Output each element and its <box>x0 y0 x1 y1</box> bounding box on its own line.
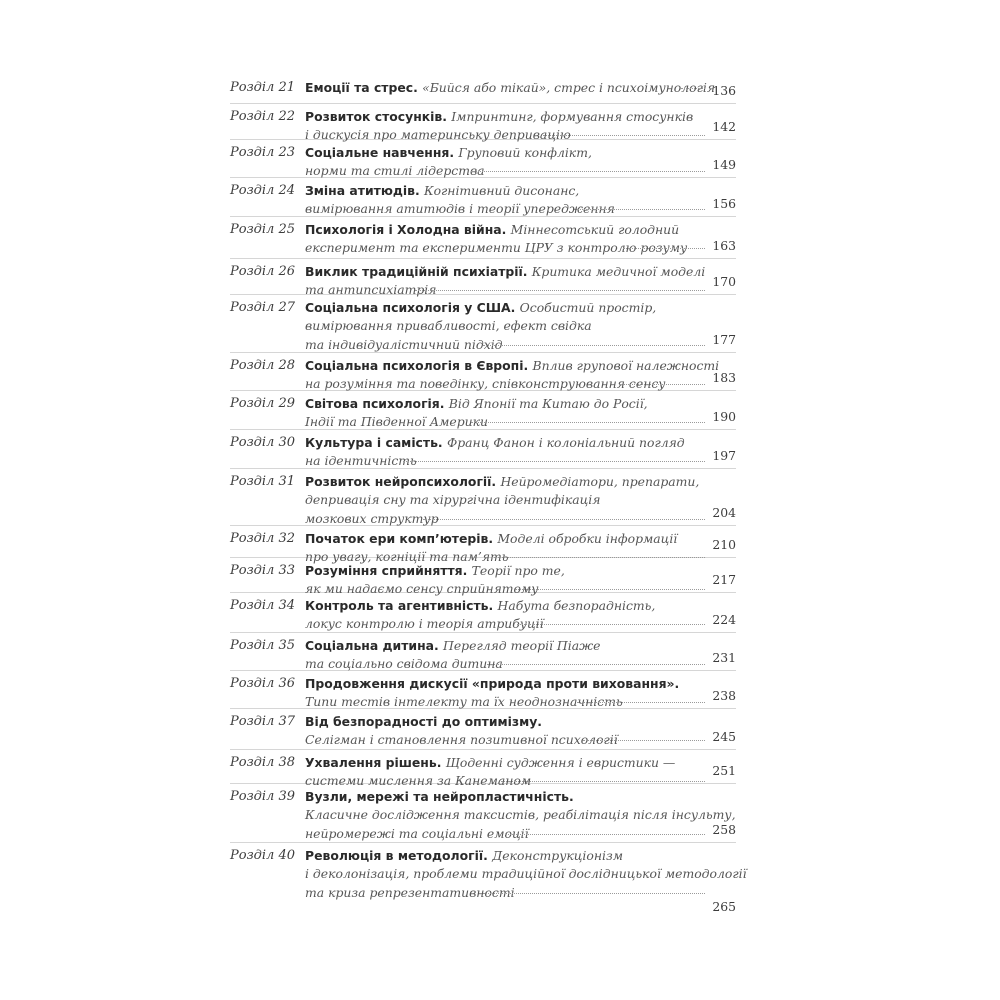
chapter-subtitle: Особистий простір, <box>519 300 657 315</box>
chapter-description <box>305 675 696 712</box>
chapter-subtitle: на розуміння та поведінку, співконструювання сенсу <box>305 376 666 392</box>
dot-leader <box>403 461 705 462</box>
description-line <box>305 317 696 335</box>
chapter-number: Розділ 38 <box>230 755 296 770</box>
chapter-title: Від безпорадності до оптимізму. <box>305 714 542 729</box>
page-number: 197 <box>712 447 736 463</box>
page-number: 251 <box>712 762 736 778</box>
toc-entry <box>230 108 736 143</box>
toc-entry <box>230 434 736 469</box>
page-number: 245 <box>712 728 736 744</box>
toc-entry <box>230 562 736 597</box>
description-line <box>305 162 696 180</box>
description-line <box>305 434 696 452</box>
chapter-description <box>305 144 696 181</box>
page-number: 183 <box>712 369 736 385</box>
page-number: 210 <box>712 536 736 552</box>
description-line <box>305 299 696 317</box>
description-line <box>305 865 747 883</box>
description-line <box>305 825 696 843</box>
chapter-subtitle: норми та стилі лідерства <box>305 163 485 179</box>
description-line <box>305 637 696 655</box>
chapter-subtitle: нейромережі та соціальні емоції <box>305 825 529 841</box>
toc-entry <box>230 713 736 750</box>
chapter-description <box>305 597 696 634</box>
chapter-description <box>305 299 696 354</box>
chapter-title: Зміна атитюдів. <box>305 183 424 198</box>
chapter-subtitle: на ідентичність <box>305 453 417 469</box>
description-line <box>305 221 696 239</box>
description-line <box>305 713 696 731</box>
dot-leader <box>515 589 705 590</box>
page-number: 231 <box>712 649 736 665</box>
description-line <box>305 884 696 902</box>
description-line <box>305 108 696 126</box>
dot-leader <box>423 519 705 520</box>
chapter-subtitle: Від Японії та Китаю до Росії, <box>448 396 648 411</box>
page-number: 142 <box>712 118 736 134</box>
description-line <box>305 615 696 633</box>
chapter-subtitle: та антипсихіатрія <box>305 282 437 298</box>
chapter-title: Ухвалення рішень. <box>305 755 446 770</box>
description-line <box>305 281 696 299</box>
chapter-subtitle: вимірювання атитюдів і теорії упередження <box>305 201 615 217</box>
dot-leader <box>415 290 705 291</box>
chapter-subtitle: вимірювання привабливості, ефект свідка <box>305 318 592 334</box>
chapter-description <box>305 473 700 528</box>
chapter-subtitle: системи мислення за Канеманом <box>305 773 532 789</box>
chapter-subtitle: Перегляд теорії Піаже <box>443 638 601 653</box>
chapter-subtitle: та криза репрезентативності <box>305 884 515 900</box>
chapter-number: Розділ 34 <box>230 598 296 613</box>
toc-entry <box>230 79 736 104</box>
table-of-contents <box>230 79 747 919</box>
description-line <box>305 182 696 200</box>
chapter-number: Розділ 35 <box>230 638 296 653</box>
description-line <box>305 806 736 824</box>
description-line <box>305 336 696 354</box>
dot-leader <box>471 422 705 423</box>
chapter-description <box>305 79 716 97</box>
chapter-title: Соціальне навчення. <box>305 145 459 160</box>
toc-entry <box>230 395 736 430</box>
chapter-number: Розділ 32 <box>230 531 296 546</box>
chapter-title: Продовження дискусії «природа проти виховання». <box>305 676 680 691</box>
toc-entry <box>230 357 736 391</box>
chapter-subtitle: локус контролю і теорія атрибуції <box>305 616 544 632</box>
chapter-subtitle: депривація сну та хірургічна ідентифікація <box>305 492 601 508</box>
chapter-title: Світова психологія. <box>305 396 449 411</box>
chapter-number: Розділ 40 <box>230 848 296 863</box>
description-line <box>305 562 696 580</box>
dot-leader <box>505 834 705 835</box>
chapter-number: Розділ 29 <box>230 396 296 411</box>
description-line <box>305 263 706 281</box>
chapter-title: Революція в методології. <box>305 848 493 863</box>
chapter-title: Соціальна психологія у США. <box>305 300 520 315</box>
chapter-description <box>305 754 696 791</box>
chapter-subtitle: про увагу, когніції та пам’ять <box>305 549 509 565</box>
chapter-number: Розділ 36 <box>230 676 296 691</box>
dot-leader <box>483 893 705 894</box>
toc-entry <box>230 263 736 298</box>
chapter-number: Розділ 23 <box>230 145 296 160</box>
description-line <box>305 693 696 711</box>
description-line <box>305 239 696 257</box>
toc-entry <box>230 754 736 789</box>
chapter-description <box>305 637 696 674</box>
chapter-title: Соціальна дитина. <box>305 638 444 653</box>
chapter-title: Розвиток стосунків. <box>305 109 452 124</box>
chapter-number: Розділ 25 <box>230 222 296 237</box>
chapter-title: Контроль та агентивність. <box>305 598 498 613</box>
page-number: 136 <box>712 82 736 98</box>
chapter-number: Розділ 37 <box>230 714 296 729</box>
dot-leader <box>501 781 705 782</box>
chapter-description <box>305 357 720 394</box>
page-number: 190 <box>712 408 736 424</box>
toc-entry <box>230 182 736 217</box>
chapter-number: Розділ 21 <box>230 80 296 95</box>
chapter-description <box>305 221 696 258</box>
chapter-subtitle: «Бийся або тікай», стрес і психоімунологія <box>422 80 716 95</box>
toc-entry <box>230 597 736 633</box>
chapter-subtitle: Франц Фанон і колоніальний погляд <box>446 435 685 450</box>
chapter-title: Соціальна психологія в Європі. <box>305 358 533 373</box>
toc-entry <box>230 473 736 526</box>
chapter-title: Початок ери комп’ютерів. <box>305 531 498 546</box>
chapter-description <box>305 108 696 145</box>
page-number: 177 <box>712 331 736 347</box>
chapter-subtitle: та соціально свідома дитина <box>305 656 503 672</box>
dot-leader <box>543 135 705 136</box>
chapter-title: Розуміння сприйняття. <box>305 563 472 578</box>
toc-entry <box>230 675 736 709</box>
dot-leader <box>623 248 705 249</box>
chapter-number: Розділ 24 <box>230 183 296 198</box>
description-line <box>305 375 696 393</box>
chapter-subtitle: Моделі обробки інформації <box>497 531 678 546</box>
toc-entry <box>230 847 747 919</box>
page-number: 238 <box>712 687 736 703</box>
chapter-description <box>305 713 696 750</box>
dot-leader <box>483 345 705 346</box>
page-number: 204 <box>712 504 736 520</box>
page-number: 149 <box>712 156 736 172</box>
chapter-subtitle: Набута безпорадність, <box>497 598 656 613</box>
chapter-number: Розділ 39 <box>230 789 296 804</box>
chapter-number: Розділ 22 <box>230 109 296 124</box>
chapter-description <box>305 182 696 219</box>
chapter-title: Розвиток нейропсихології. <box>305 474 501 489</box>
chapter-title: Психологія і Холодна війна. <box>305 222 511 237</box>
chapter-subtitle: Класичне дослідження таксистів, реабілітація після інсульту, <box>305 807 736 823</box>
description-line <box>305 79 716 97</box>
chapter-subtitle: Типи тестів інтелекту та їх неоднозначність <box>305 694 623 710</box>
chapter-title: Виклик традиційній психіатрії. <box>305 264 532 279</box>
toc-entry <box>230 221 736 259</box>
chapter-title: Емоції та стрес. <box>305 80 423 95</box>
chapter-number: Розділ 28 <box>230 358 296 373</box>
description-line <box>305 675 696 693</box>
chapter-subtitle: Індії та Південної Америки <box>305 414 488 430</box>
description-line <box>305 473 700 491</box>
chapter-subtitle: як ми надаємо сенсу сприйнятому <box>305 581 539 597</box>
toc-entry <box>230 530 736 565</box>
chapter-subtitle: Селігман і становлення позитивної психології <box>305 732 618 748</box>
dot-leader <box>517 624 705 625</box>
toc-entry <box>230 144 736 178</box>
chapter-title: Вузли, мережі та нейропластичність. <box>305 789 574 804</box>
chapter-description <box>305 847 747 902</box>
chapter-description <box>305 395 696 432</box>
page-number: 156 <box>712 195 736 211</box>
description-line <box>305 597 696 615</box>
description-line <box>305 580 696 598</box>
description-line <box>305 357 720 375</box>
dot-leader <box>623 384 705 385</box>
chapter-subtitle: Деконструкціонізм <box>492 848 623 863</box>
description-line <box>305 452 696 470</box>
dot-leader <box>491 557 705 558</box>
chapter-title: Культура і самість. <box>305 435 447 450</box>
description-line <box>305 510 696 528</box>
page-number: 217 <box>712 571 736 587</box>
chapter-subtitle: Нейромедіатори, препарати, <box>500 474 700 489</box>
chapter-number: Розділ 30 <box>230 435 296 450</box>
chapter-subtitle: мозкових структур <box>305 510 439 526</box>
page-number: 163 <box>712 237 736 253</box>
chapter-description <box>305 263 706 300</box>
chapter-subtitle: і дискусія про материнську депривацію <box>305 127 571 143</box>
chapter-subtitle: Критика медичної моделі <box>531 264 706 279</box>
toc-entry <box>230 788 736 843</box>
chapter-number: Розділ 26 <box>230 264 296 279</box>
page-number: 170 <box>712 273 736 289</box>
chapter-subtitle: і деколонізація, проблеми традиційної дослідницької методології <box>305 866 747 882</box>
chapter-subtitle: Теорії про те, <box>471 563 565 578</box>
description-line <box>305 731 696 749</box>
dot-leader <box>577 209 705 210</box>
dot-leader <box>577 702 705 703</box>
dot-leader <box>487 664 705 665</box>
dot-leader <box>681 88 705 89</box>
chapter-description <box>305 562 696 599</box>
description-line <box>305 413 696 431</box>
description-line <box>305 788 696 806</box>
chapter-description <box>305 434 696 471</box>
description-line <box>305 144 696 162</box>
chapter-subtitle: Груповий конфлікт, <box>458 145 592 160</box>
page-number: 265 <box>712 898 736 914</box>
chapter-number: Розділ 27 <box>230 300 296 315</box>
chapter-subtitle: Щоденні судження і евристики — <box>445 755 676 770</box>
toc-entry <box>230 637 736 671</box>
chapter-subtitle: Імпринтинг, формування стосунків <box>451 109 694 124</box>
description-line <box>305 126 696 144</box>
description-line <box>305 200 696 218</box>
description-line <box>305 491 696 509</box>
chapter-number: Розділ 31 <box>230 474 296 489</box>
description-line <box>305 530 696 548</box>
description-line <box>305 847 696 865</box>
page-number: 224 <box>712 611 736 627</box>
dot-leader <box>471 171 705 172</box>
page-number: 258 <box>712 821 736 837</box>
chapter-subtitle: експеримент та експерименти ЦРУ з контролю розуму <box>305 240 688 256</box>
description-line <box>305 395 696 413</box>
chapter-subtitle: Міннесотський голодний <box>510 222 680 237</box>
chapter-number: Розділ 33 <box>230 563 296 578</box>
chapter-subtitle: Вплив групової належності <box>532 358 720 373</box>
dot-leader <box>583 740 705 741</box>
description-line <box>305 655 696 673</box>
description-line <box>305 754 696 772</box>
chapter-subtitle: Когнітивний дисонанс, <box>423 183 580 198</box>
chapter-subtitle: та індивідуалістичний підхід <box>305 336 503 352</box>
toc-entry <box>230 299 736 353</box>
